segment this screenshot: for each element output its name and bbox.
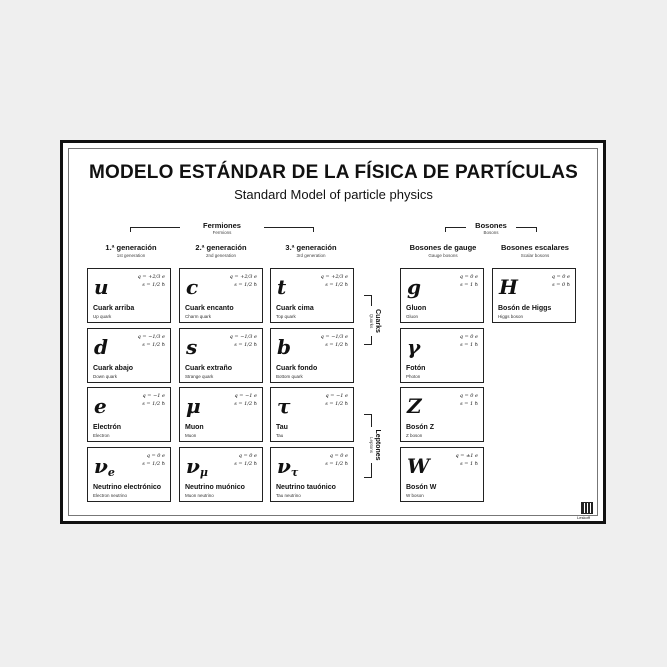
spin-value: s = 1/2 ħ [142, 282, 165, 288]
particle-name: Cuark abajo [93, 365, 134, 372]
particle-name: Tau [276, 424, 288, 431]
particle-card [270, 447, 354, 502]
particle-name: Neutrino muónico [185, 484, 245, 491]
symbol-main: t [277, 275, 287, 299]
symbol-main: Z [407, 394, 422, 418]
particle-symbol [94, 337, 108, 364]
symbol-main: γ [407, 335, 421, 359]
symbol-main: b [277, 335, 291, 359]
particle-card [400, 387, 484, 442]
column-sub: 2nd generation [205, 253, 237, 258]
column-sub: Scalar bosons [520, 253, 550, 258]
column-title: Bosones de gauge [409, 243, 477, 252]
particle-symbol [277, 456, 298, 483]
symbol-main: W [407, 454, 430, 478]
particle-card [87, 387, 171, 442]
leptons-sub: Leptons [369, 436, 374, 453]
particle-symbol [277, 277, 286, 304]
particle-name-english: Top quark [276, 314, 296, 319]
charge-value: q = ±1 e [455, 453, 478, 459]
quantum-numbers [138, 333, 165, 349]
symbol-main: s [186, 335, 198, 359]
spin-value: s = 1/2 ħ [325, 401, 348, 407]
spin-value: s = 1/2 ħ [234, 282, 257, 288]
spin-value: s = 0 ħ [552, 282, 570, 288]
spin-value: s = 1/2 ħ [142, 401, 165, 407]
particle-symbol [407, 456, 429, 483]
charge-value: q = 0 e [459, 393, 478, 399]
particle-card [400, 447, 484, 502]
particle-name: Electrón [93, 424, 122, 431]
column-sub: 3rd generation [296, 253, 326, 258]
symbol-main: g [407, 275, 421, 299]
spin-value: s = 1/2 ħ [142, 461, 165, 467]
particle-symbol [407, 337, 420, 364]
charge-value: q = −1 e [142, 393, 165, 399]
symbol-main: τ [277, 394, 291, 418]
particle-name-english: Z boson [406, 433, 423, 438]
leptons-side-label [369, 427, 381, 463]
particle-card [179, 328, 263, 383]
symbol-main: ν [94, 454, 108, 478]
particle-name-english: Strange quark [185, 374, 214, 379]
particle-card [492, 268, 576, 323]
particle-symbol [186, 396, 201, 423]
particle-name: Bosón Z [406, 424, 434, 431]
column-header-scalar [490, 243, 580, 258]
particle-name: Cuark fondo [276, 365, 318, 372]
particle-name: Muon [185, 424, 204, 431]
particle-name-english: Gluon [406, 314, 419, 319]
particle-symbol [499, 277, 518, 304]
particle-symbol [186, 456, 208, 483]
bosons-sub: Bosons [483, 230, 499, 235]
symbol-main: c [186, 275, 199, 299]
spin-value: s = 1 ħ [460, 401, 478, 407]
charge-value: q = 0 e [459, 334, 478, 340]
particle-symbol [94, 456, 115, 483]
symbol-main: ν [277, 454, 291, 478]
column-title: 1.ª generación [105, 243, 157, 252]
column-header-gen1 [86, 243, 176, 258]
particle-card [179, 387, 263, 442]
particle-symbol [186, 337, 197, 364]
symbol-main: ν [186, 454, 200, 478]
symbol-subscript: e [107, 466, 115, 479]
quarks-label: Cuarks [374, 309, 381, 333]
particle-card [87, 328, 171, 383]
particle-card [179, 447, 263, 502]
particle-symbol [277, 396, 290, 423]
poster-title: MODELO ESTÁNDAR DE LA FÍSICA DE PARTÍCULAS [88, 162, 579, 183]
particle-symbol [186, 277, 198, 304]
bosons-group-label [466, 221, 516, 235]
particle-name-english: Photon [406, 374, 421, 379]
particle-name: Bosón W [406, 484, 437, 491]
particle-card [270, 328, 354, 383]
column-title: Bosones escalares [501, 243, 569, 252]
column-sub: Gauge bosons [428, 253, 458, 258]
particle-card [87, 447, 171, 502]
particle-card [270, 268, 354, 323]
column-sub: 1st generation [116, 253, 146, 258]
spin-value: s = 1/2 ħ [325, 342, 348, 348]
particle-symbol [407, 277, 421, 304]
spin-value: s = 1/2 ħ [325, 282, 348, 288]
symbol-main: H [499, 275, 518, 299]
particle-name: Neutrino tauónico [276, 484, 336, 491]
particle-name: Cuark encanto [185, 305, 234, 312]
charge-value: q = +2/3 e [137, 274, 165, 280]
quantum-numbers [321, 333, 348, 349]
particle-symbol [407, 396, 422, 423]
particle-name-english: Charm quark [185, 314, 212, 319]
column-title: 2.ª generación [195, 243, 247, 252]
quantum-numbers [456, 452, 479, 468]
quantum-numbers [325, 452, 348, 468]
particle-name-english: Down quark [93, 374, 118, 379]
particle-name: Fotón [406, 365, 426, 372]
symbol-main: d [94, 335, 108, 359]
particle-symbol [94, 277, 109, 304]
particle-card [87, 268, 171, 323]
quantum-numbers [142, 452, 165, 468]
particle-name-english: Tau neutrino [276, 493, 301, 498]
charge-value: q = 0 e [459, 274, 478, 280]
particle-card [400, 268, 484, 323]
quantum-numbers [234, 392, 257, 408]
charge-value: q = 0 e [238, 453, 257, 459]
fermions-sub: Fermions [212, 230, 232, 235]
particle-name: Neutrino electrónico [93, 484, 162, 491]
column-header-gen2 [176, 243, 266, 258]
charge-value: q = 0 e [146, 453, 165, 459]
symbol-subscript: τ [290, 466, 299, 479]
quarks-side-label [369, 306, 381, 336]
symbol-main: u [94, 275, 109, 299]
column-title: 3.ª generación [285, 243, 337, 252]
charge-value: q = 0 e [551, 274, 570, 280]
quantum-numbers [321, 273, 348, 289]
quantum-numbers [230, 333, 257, 349]
charge-value: q = −1/3 e [320, 334, 348, 340]
spin-value: s = 1/2 ħ [234, 401, 257, 407]
fermions-group-label [180, 221, 264, 235]
quantum-numbers [460, 333, 478, 349]
charge-value: q = +2/3 e [320, 274, 348, 280]
particle-name-english: Tau [276, 433, 284, 438]
spin-value: s = 1/2 ħ [325, 461, 348, 467]
quantum-numbers [325, 392, 348, 408]
spin-value: s = 1/2 ħ [142, 342, 165, 348]
charge-value: q = −1/3 e [229, 334, 257, 340]
qr-code-icon [582, 503, 592, 513]
brand-mark: Leskoff [577, 515, 590, 520]
particle-name-english: Up quark [93, 314, 112, 319]
particle-name: Bosón de Higgs [498, 305, 552, 312]
spin-value: s = 1/2 ħ [234, 342, 257, 348]
particle-symbol [277, 337, 291, 364]
particle-name-english: Higgs boson [498, 314, 524, 319]
quantum-numbers [552, 273, 570, 289]
symbol-main: μ [186, 394, 201, 418]
particle-card [270, 387, 354, 442]
particle-name-english: Electron neutrino [93, 493, 128, 498]
particle-name-english: Electron [93, 433, 110, 438]
particle-card [400, 328, 484, 383]
quantum-numbers [142, 392, 165, 408]
particle-name-english: Bottom quark [276, 374, 303, 379]
spin-value: s = 1 ħ [460, 461, 478, 467]
particle-name: Cuark extraño [185, 365, 233, 372]
quantum-numbers [460, 392, 478, 408]
spin-value: s = 1 ħ [460, 342, 478, 348]
particle-name-english: W boson [406, 493, 424, 498]
quantum-numbers [138, 273, 165, 289]
quarks-sub: Quarks [369, 313, 374, 329]
particle-name: Gluon [406, 305, 427, 312]
particle-name: Cuark arriba [93, 305, 135, 312]
quantum-numbers [234, 452, 257, 468]
charge-value: q = −1 e [234, 393, 257, 399]
spin-value: s = 1/2 ħ [234, 461, 257, 467]
particle-name: Cuark cima [276, 305, 314, 312]
spin-value: s = 1 ħ [460, 282, 478, 288]
charge-value: q = −1 e [325, 393, 348, 399]
quantum-numbers [460, 273, 478, 289]
particle-symbol [94, 396, 107, 423]
bosons-label: Bosones [475, 221, 507, 230]
column-header-gen3 [266, 243, 356, 258]
leptons-label: Leptones [374, 429, 381, 461]
charge-value: q = −1/3 e [137, 334, 165, 340]
fermions-label: Fermiones [203, 221, 241, 230]
charge-value: q = 0 e [329, 453, 348, 459]
particle-card [179, 268, 263, 323]
particle-name-english: Muon neutrino [185, 493, 214, 498]
particle-name-english: Muon [185, 433, 197, 438]
symbol-subscript: μ [199, 466, 208, 479]
poster-subtitle: Standard Model of particle physics [234, 187, 433, 202]
symbol-main: e [94, 394, 107, 418]
quantum-numbers [230, 273, 257, 289]
charge-value: q = +2/3 e [229, 274, 257, 280]
column-header-gauge [398, 243, 488, 258]
